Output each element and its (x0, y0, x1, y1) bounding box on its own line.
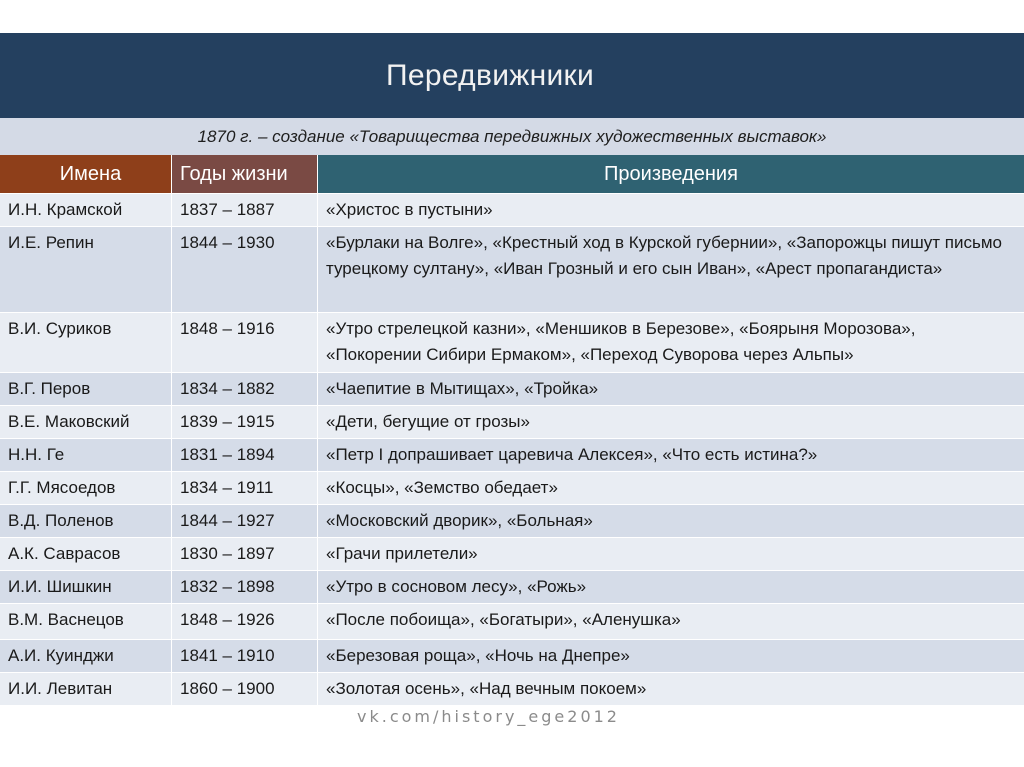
table-row (0, 312, 1024, 372)
table-row (0, 537, 1024, 570)
table-row (0, 672, 1024, 705)
cell-name: Н.Н. Ге (8, 445, 65, 464)
footer-credit: vk.com/history_ege2012 (357, 707, 620, 726)
cell-years: 1834 – 1911 (171, 472, 317, 504)
table-row (0, 570, 1024, 603)
header-names: Имена (0, 155, 171, 193)
header-works: Произведения (317, 155, 1024, 193)
cell-works: «Бурлаки на Волге», «Крестный ход в Курской губернии», «Запорожцы пишут письмо турецкому султану», «Иван Грозный и его сын Иван», «Арест пропагандиста» (317, 227, 1024, 312)
cell-years: 1837 – 1887 (171, 194, 317, 226)
table-row (0, 405, 1024, 438)
table-row (0, 504, 1024, 537)
cell-works: «Золотая осень», «Над вечным покоем» (317, 673, 1024, 705)
cell-name: В.М. Васнецов (8, 610, 124, 629)
cell-years: 1839 – 1915 (171, 406, 317, 438)
cell-works: «Московский дворик», «Больная» (317, 505, 1024, 537)
slide-subtitle: 1870 г. – создание «Товарищества передвижных художественных выставок» (197, 126, 827, 146)
artists-table (0, 155, 1024, 705)
table-row (0, 372, 1024, 405)
cell-name: Г.Г. Мясоедов (8, 478, 116, 497)
subtitle-bar (0, 118, 1024, 155)
cell-works: «После побоища», «Богатыри», «Аленушка» (317, 604, 1024, 639)
cell-works: «Христос в пустыни» (317, 194, 1024, 226)
table-row (0, 639, 1024, 672)
cell-works: «Петр I допрашивает царевича Алексея», «Что есть истина?» (317, 439, 1024, 471)
cell-works: «Березовая роща», «Ночь на Днепре» (317, 640, 1024, 672)
cell-years: 1834 – 1882 (171, 373, 317, 405)
cell-name: А.К. Саврасов (8, 544, 121, 563)
title-bar (0, 33, 1024, 118)
cell-name: В.И. Суриков (8, 319, 112, 338)
table-row (0, 603, 1024, 639)
table-header-row (0, 155, 1024, 193)
cell-name: В.Г. Перов (8, 379, 91, 398)
cell-works: «Грачи прилетели» (317, 538, 1024, 570)
cell-years: 1841 – 1910 (171, 640, 317, 672)
cell-years: 1848 – 1926 (171, 604, 317, 639)
cell-name: И.Е. Репин (8, 233, 94, 252)
cell-works: «Косцы», «Земство обедает» (317, 472, 1024, 504)
cell-works: «Утро в сосновом лесу», «Рожь» (317, 571, 1024, 603)
cell-years: 1844 – 1930 (171, 227, 317, 312)
cell-name: И.Н. Крамской (8, 200, 123, 219)
cell-name: И.И. Шишкин (8, 577, 112, 596)
cell-name: А.И. Куинджи (8, 646, 114, 665)
cell-works: «Чаепитие в Мытищах», «Тройка» (317, 373, 1024, 405)
cell-years: 1844 – 1927 (171, 505, 317, 537)
table-row (0, 438, 1024, 471)
cell-name: В.Е. Маковский (8, 412, 130, 431)
cell-years: 1831 – 1894 (171, 439, 317, 471)
table-row (0, 226, 1024, 312)
table-row (0, 193, 1024, 226)
table-body (0, 193, 1024, 705)
cell-years: 1860 – 1900 (171, 673, 317, 705)
cell-works: «Утро стрелецкой казни», «Меншиков в Березове», «Боярыня Морозова», «Покорении Сибири Ермаком», «Переход Суворова через Альпы» (317, 313, 1024, 372)
cell-years: 1848 – 1916 (171, 313, 317, 372)
cell-name: И.И. Левитан (8, 679, 113, 698)
cell-name: В.Д. Поленов (8, 511, 114, 530)
cell-years: 1832 – 1898 (171, 571, 317, 603)
cell-works: «Дети, бегущие от грозы» (317, 406, 1024, 438)
cell-years: 1830 – 1897 (171, 538, 317, 570)
slide-title: Передвижники (386, 58, 595, 92)
header-years: Годы жизни (171, 155, 317, 193)
table-row (0, 471, 1024, 504)
